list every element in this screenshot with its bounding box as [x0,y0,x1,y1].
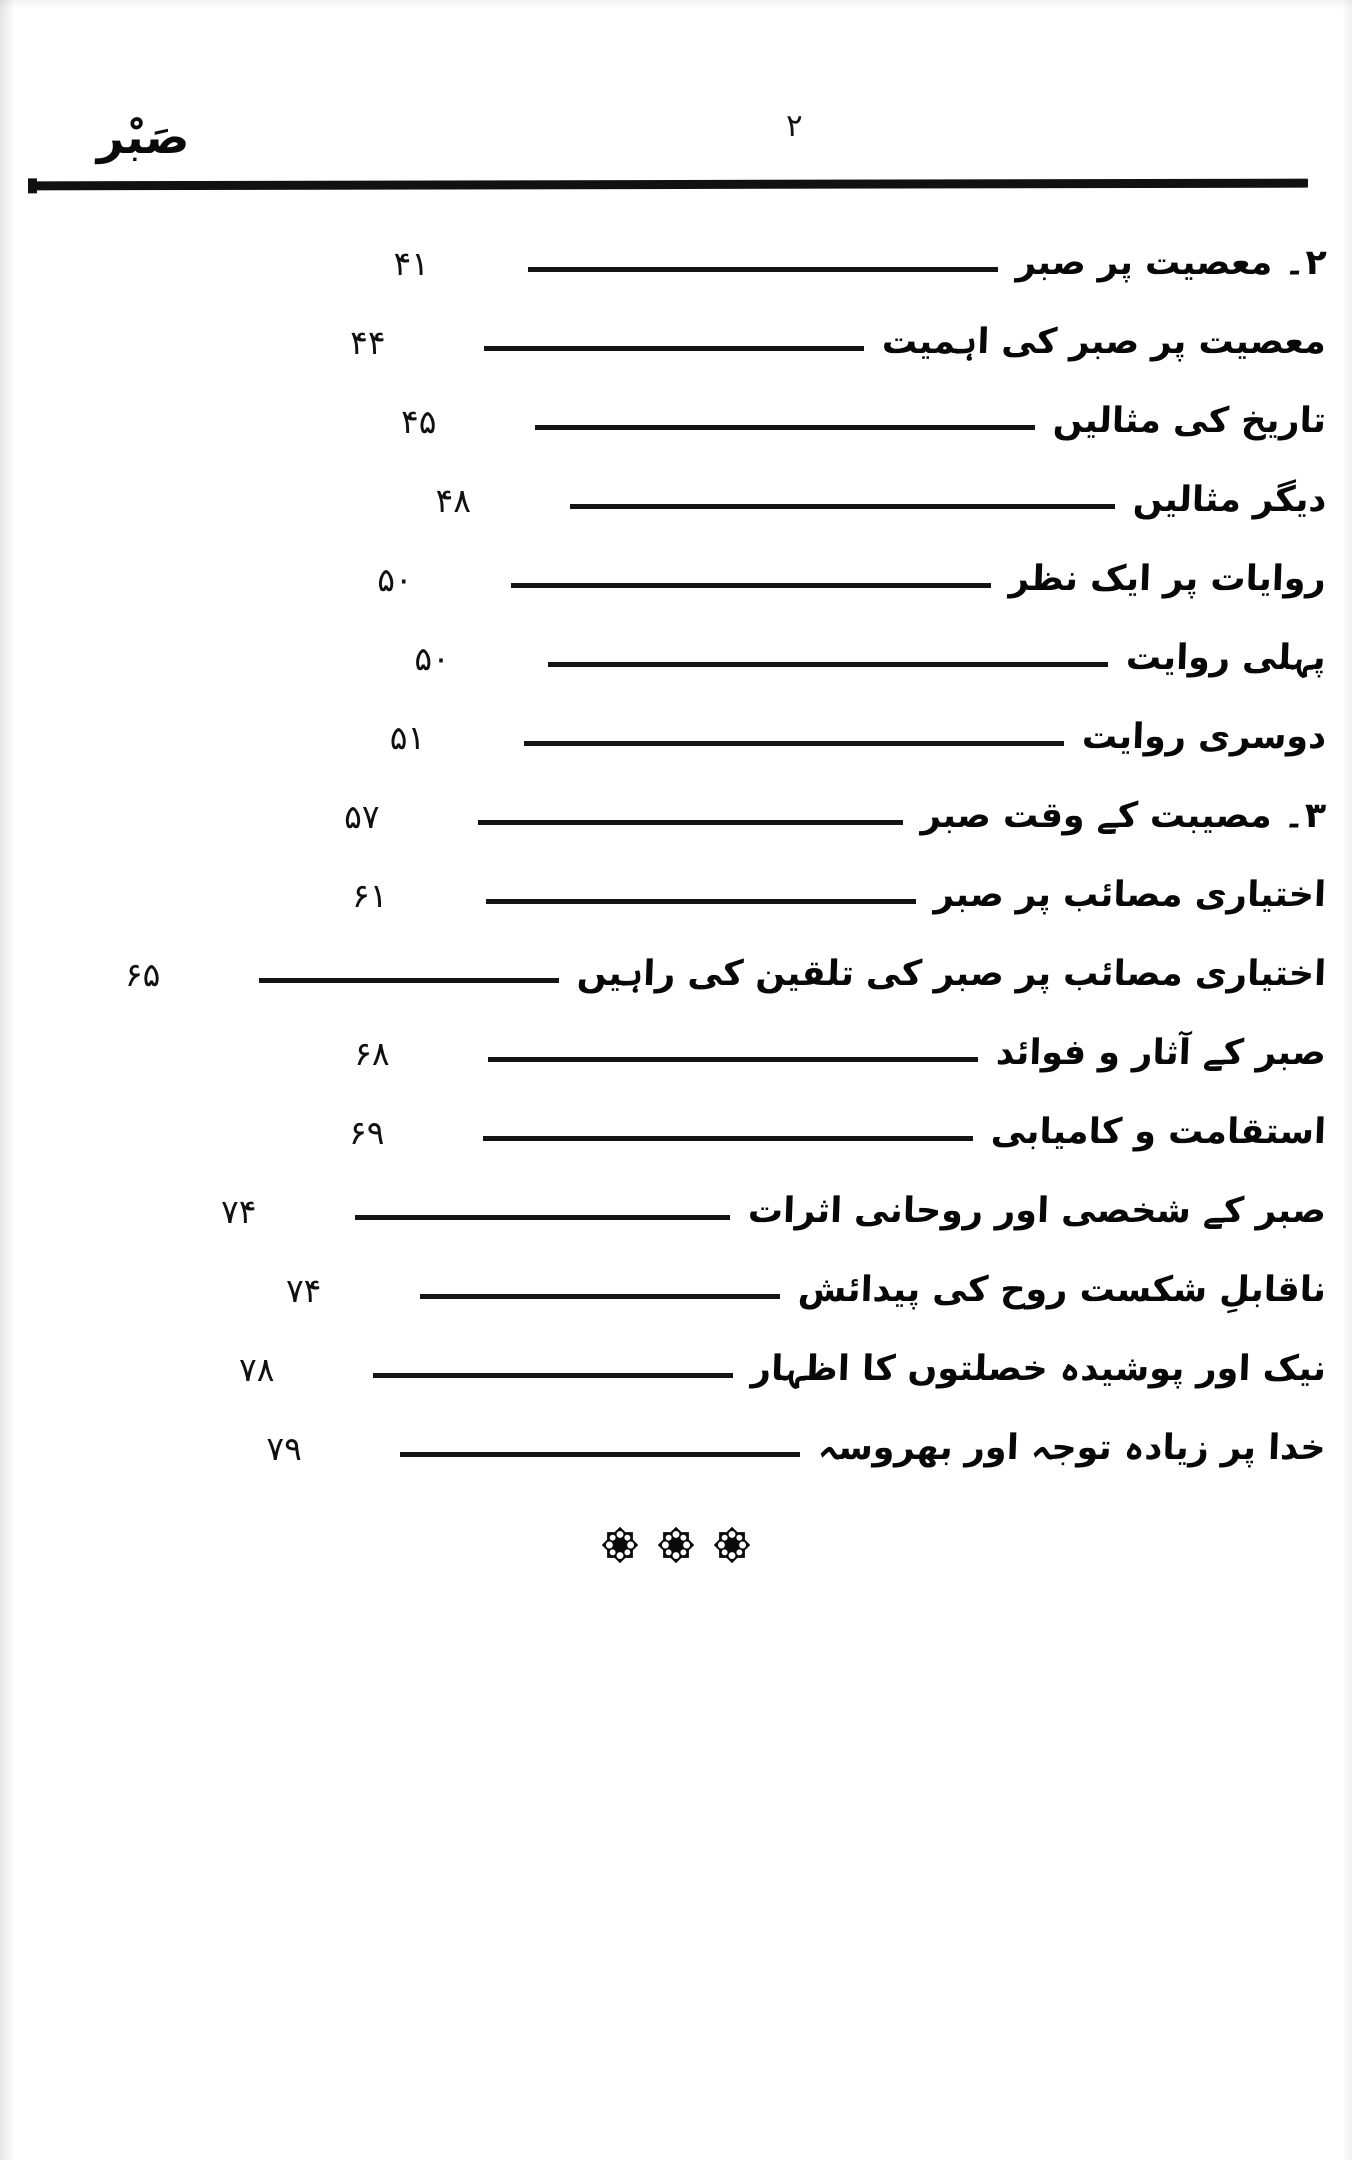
toc-entry-title: استقامت و کامیابی [990,1112,1327,1153]
rosette-icon [653,1522,699,1568]
toc-leader-line [420,1294,780,1299]
toc-entry[interactable] [26,698,1326,777]
toc-entry-page-number: ۶۸ [354,1034,390,1073]
toc-entry-title: نیک اور پوشیدہ خصلتوں کا اظہار [750,1349,1327,1390]
toc-entry-page-number: ۶۵ [124,955,161,994]
toc-entry-title: تاریخ کی مثالیں [1052,401,1327,442]
toc-entry[interactable] [26,1093,1326,1172]
toc-entry[interactable] [26,619,1326,698]
toc-entry[interactable] [26,303,1326,382]
toc-leader-line [511,583,991,588]
toc-entry[interactable] [26,540,1326,619]
toc-entry-page-number: ۵۷ [344,797,380,836]
toc-entry-title: ۲۔ معصیت پر صبر [1014,243,1327,284]
toc-entry-page-number: ۶۹ [348,1113,385,1152]
toc-entry-page-number: ۷۴ [220,1192,257,1231]
toc-entry[interactable] [26,1172,1326,1251]
toc-leader-line [488,1057,978,1062]
book-title-header: صَبْر [96,110,192,164]
toc-entry-page-number: ۷۸ [239,1350,275,1389]
toc-leader-line [478,820,903,825]
toc-leader-line [570,504,1115,509]
toc-entry[interactable] [26,856,1326,935]
toc-entry-page-number: ۴۴ [350,323,386,362]
toc-leader-line [524,741,1064,746]
toc-entry[interactable] [26,777,1326,856]
page-folio-number: ۲ [786,108,803,144]
toc-leader-line [400,1452,800,1457]
toc-entry-title: خدا پر زیادہ توجہ اور بھروسہ [817,1428,1327,1469]
toc-entry-page-number: ۵۰ [377,560,413,599]
toc-entry[interactable] [26,1014,1326,1093]
toc-entry-page-number: ۴۵ [401,402,437,441]
toc-entry-title: ناقابلِ شکست روح کی پیدائش [797,1270,1327,1311]
page-content [26,0,1326,1568]
toc-entry-title: دوسری روایت [1081,717,1327,758]
toc-leader-line [355,1215,730,1220]
toc-leader-line [373,1373,733,1378]
toc-entry-page-number: ۴۸ [435,481,471,520]
toc-entry[interactable] [26,1409,1326,1488]
toc-leader-line [483,1136,973,1141]
scan-edge-right [1342,0,1352,2160]
section-end-ornament [26,1522,1326,1568]
toc-entry[interactable] [26,461,1326,540]
toc-entry[interactable] [26,935,1326,1014]
toc-leader-line [535,425,1035,430]
toc-entry-title: اختیاری مصائب پر صبر کی تلقین کی راہیں [576,954,1327,995]
toc-leader-line [548,662,1108,667]
toc-entry-title: روایات پر ایک نظر [1008,559,1327,600]
toc-entry-title: صبر کے آثار و فوائد [995,1033,1327,1074]
toc-entry-title: صبر کے شخصی اور روحانی اثرات [747,1191,1327,1232]
toc-entry[interactable] [26,382,1326,461]
rosette-icon [709,1522,755,1568]
toc-entry-title: ۳۔ مصیبت کے وقت صبر [920,796,1327,837]
toc-entry-page-number: ۶۱ [351,876,388,915]
toc-leader-line [528,267,998,272]
toc-entry-title: پہلی روایت [1125,638,1327,679]
scan-edge-left [0,0,14,2160]
toc-leader-line [486,899,916,904]
toc-entry-title: معصیت پر صبر کی اہمیت [881,322,1327,363]
toc-entry-page-number: ۴۱ [393,244,429,283]
running-header [26,108,1326,200]
toc-leader-line [259,978,559,983]
toc-entry-page-number: ۷۹ [266,1429,302,1468]
toc-entry[interactable] [26,224,1326,303]
rosette-icon [597,1522,643,1568]
toc-entry-page-number: ۵۰ [414,639,450,678]
toc-list [26,224,1326,1488]
toc-entry[interactable] [26,1330,1326,1409]
header-divider-rule [28,179,1308,191]
toc-entry-title: اختیاری مصائب پر صبر [933,875,1327,916]
toc-entry-title: دیگر مثالیں [1131,480,1327,521]
toc-entry[interactable] [26,1251,1326,1330]
toc-entry-page-number: ۷۴ [285,1271,322,1310]
toc-entry-page-number: ۵۱ [389,718,426,757]
toc-leader-line [484,346,864,351]
